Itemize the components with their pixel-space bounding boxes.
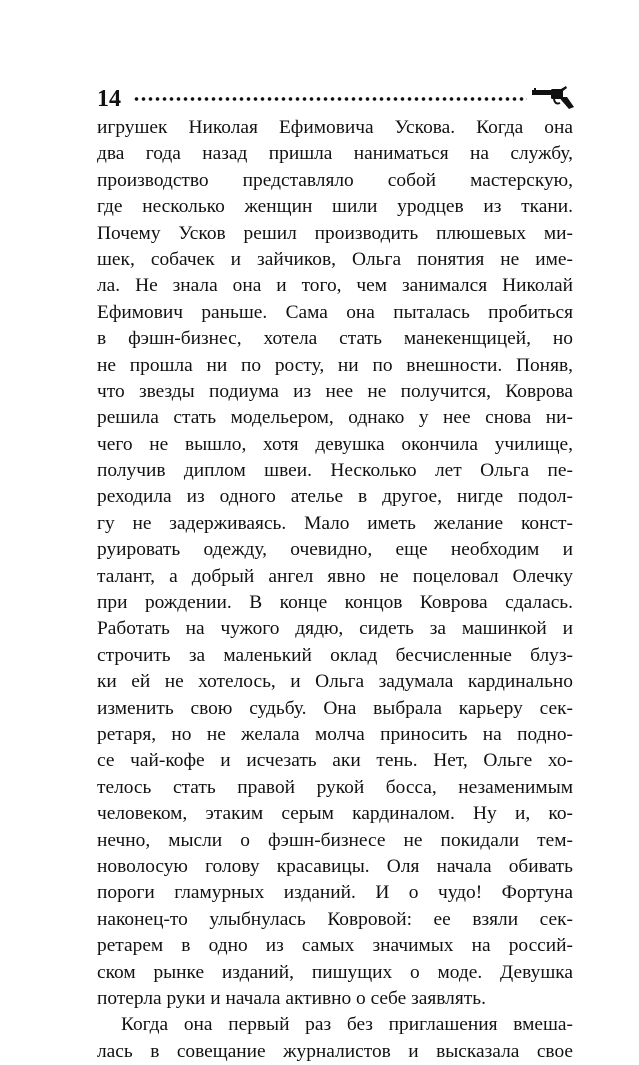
text-line: наконец-то улыбнулась Ковровой: ее взяли сек- [97,908,573,930]
running-head [97,84,575,116]
text-line: производство представляло собой мастерскую, [97,169,573,191]
text-line: решила стать модельером, однако у нее снова ни- [97,407,573,429]
text-line: Когда она первый раз без приглашения вмеша- [121,1014,573,1036]
text-line: чего не вышло, хотя девушка окончила училище, [97,433,573,455]
text-line: се чай-кофе и исчезать аки тень. Нет, Ольге хо- [97,750,573,772]
text-line: шек, собачек и зайчиков, Ольга понятия не име- [97,248,573,270]
text-line: телось стать правой рукой босса, незаменимым [97,776,573,798]
text-line: два года назад пришла наниматься на службу, [97,143,573,165]
text-line: ла. Не знала она и того, чем занимался Николай [97,275,573,297]
text-line: гу не задерживаясь. Мало иметь желание конст- [97,512,573,534]
text-line: потерла руки и начала активно о себе заявлять. [97,987,486,1009]
text-line: нечно, мысли о фэшн-бизнесе не покидали тем- [97,829,573,851]
paragraph-2 [97,1012,573,1065]
paragraph-1 [97,115,573,1012]
text-line: реходила из одного ателье в другое, нигде подол- [97,486,573,508]
dotted-rule [133,97,527,101]
page-number: 14 [97,86,121,112]
text-line: Почему Усков решил производить плюшевых ми- [97,222,573,244]
text-line: ретарем в одно из самых значимых на россий- [97,935,573,957]
text-line: Работать на чужого дядю, сидеть за машинкой и [97,618,573,640]
text-line: в фэшн-бизнес, хотела стать манекенщицей, но [97,328,573,350]
text-line: ретаря, но не желала молча приносить на подно- [97,723,573,745]
text-line: ском рынке изданий, пишущих о моде. Девушка [97,961,573,983]
text-line: при рождении. В конце концов Коврова сдалась. [97,592,573,614]
text-line: новолосую голову красавицы. Оля начала обивать [97,855,573,877]
text-line: руировать одежду, очевидно, еще необходим и [97,539,573,561]
text-line: игрушек Николая Ефимовича Ускова. Когда она [97,117,573,138]
text-line: человеком, этаким серым кардиналом. Ну и, ко- [97,803,573,825]
text-line: талант, а добрый ангел явно не поцеловал Олечку [97,565,573,587]
text-line: получив диплом швеи. Несколько лет Ольга пе- [97,460,573,482]
text-line: ки ей не хотелось, и Ольга задумала кардинально [97,671,573,693]
body-text [97,115,573,1065]
text-line: пороги гламурных изданий. И о чудо! Фортуна [97,882,573,904]
text-line: строчить за маленький оклад бесчисленные блуз- [97,644,573,666]
text-line: лась в совещание журналистов и высказала свое [97,1040,573,1062]
text-line: не прошла ни по росту, ни по внешности. Поняв, [97,354,573,376]
revolver-icon [531,86,575,110]
text-line: что звезды подиума из нее не получится, Коврова [97,380,573,402]
text-line: Ефимович раньше. Сама она пыталась пробиться [97,301,573,323]
text-line: где несколько женщин шили уродцев из ткани. [97,196,573,218]
text-line: изменить свою судьбу. Она выбрала карьеру сек- [97,697,573,719]
